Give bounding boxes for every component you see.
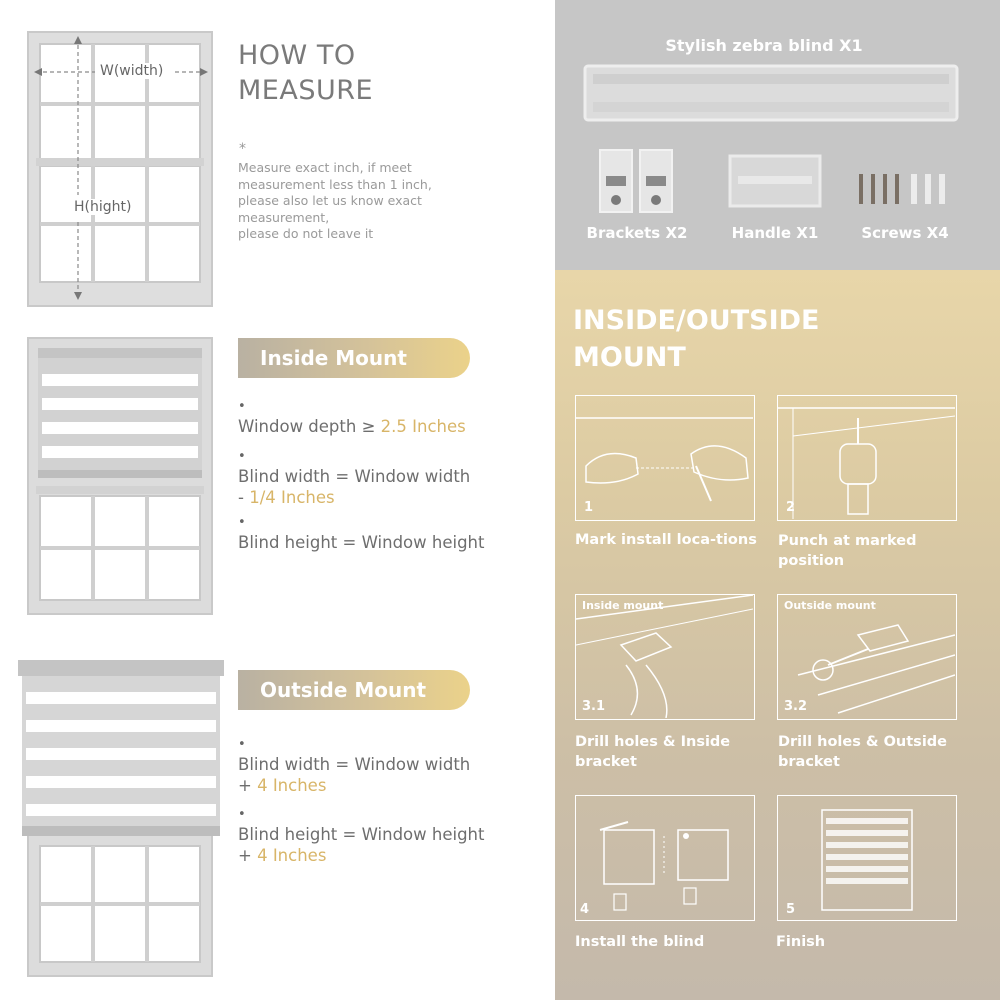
zebra-blind-label: Stylish zebra blind X1: [665, 36, 863, 55]
step-5-caption: Finish: [776, 934, 826, 950]
step-5-number: 5: [786, 902, 796, 917]
step-1-number: 1: [584, 500, 594, 515]
handle-icon: [728, 152, 824, 212]
screws-label: Screws X4: [861, 224, 949, 242]
step-3-1-tag: Inside mount: [582, 599, 664, 612]
step-3-2-number: 3.2: [784, 699, 808, 714]
step-3-1-box: [575, 594, 755, 720]
handle-label: Handle X1: [731, 224, 819, 242]
step-1-caption: Mark install loca-tions: [575, 532, 757, 548]
step-3-2-box: [777, 594, 957, 720]
step-1-box: [575, 395, 755, 521]
mark-locations-icon: [576, 396, 753, 519]
inside-mount-window-illustration: [0, 330, 230, 630]
finished-blind-icon: [778, 796, 955, 919]
height-label: H(hight): [74, 199, 132, 215]
outside-mount-pill: Outside Mount: [238, 670, 470, 710]
step-2-number: 2: [786, 500, 796, 515]
step-4-box: [575, 795, 755, 921]
inside-mount-pill: Inside Mount: [238, 338, 470, 378]
how-to-measure-title: HOW TO MEASURE: [238, 40, 374, 106]
outside-spec-width: • Blind width = Window width + 4 Inches: [238, 737, 471, 795]
screws-icon: [855, 170, 955, 210]
inside-spec-width: • Blind width = Window width - 1/4 Inches: [238, 449, 471, 507]
inside-outside-mount-title: INSIDE/OUTSIDE MOUNT: [573, 305, 820, 373]
note-asterisk: *: [239, 141, 246, 157]
brackets-label: Brackets X2: [586, 224, 688, 242]
step-4-caption: Install the blind: [575, 934, 705, 950]
step-3-2-caption: Drill holes & Outside bracket: [778, 734, 948, 770]
drill-icon: [778, 396, 955, 519]
inside-spec-depth: • Window depth ≥ 2.5 Inches: [238, 399, 466, 436]
outside-spec-height: • Blind height = Window height + 4 Inches: [238, 807, 485, 865]
blind-rail-icon: [583, 62, 963, 132]
measure-window-illustration: [0, 0, 230, 320]
step-4-number: 4: [580, 902, 590, 917]
measure-note: Measure exact inch, if meet measurement less than 1 inch, please also let us know exact measurement, please do not leave it: [238, 160, 432, 241]
inside-spec-height: • Blind height = Window height: [238, 515, 485, 552]
width-label: W(width): [100, 63, 164, 79]
outside-mount-window-illustration: [0, 650, 240, 990]
step-3-1-number: 3.1: [582, 699, 606, 714]
step-3-2-tag: Outside mount: [784, 599, 876, 612]
step-2-box: [777, 395, 957, 521]
step-5-box: [777, 795, 957, 921]
brackets-icon: [598, 146, 678, 218]
step-2-caption: Punch at marked position: [778, 533, 917, 569]
install-blind-icon: [576, 796, 753, 919]
step-3-1-caption: Drill holes & Inside bracket: [575, 734, 731, 770]
